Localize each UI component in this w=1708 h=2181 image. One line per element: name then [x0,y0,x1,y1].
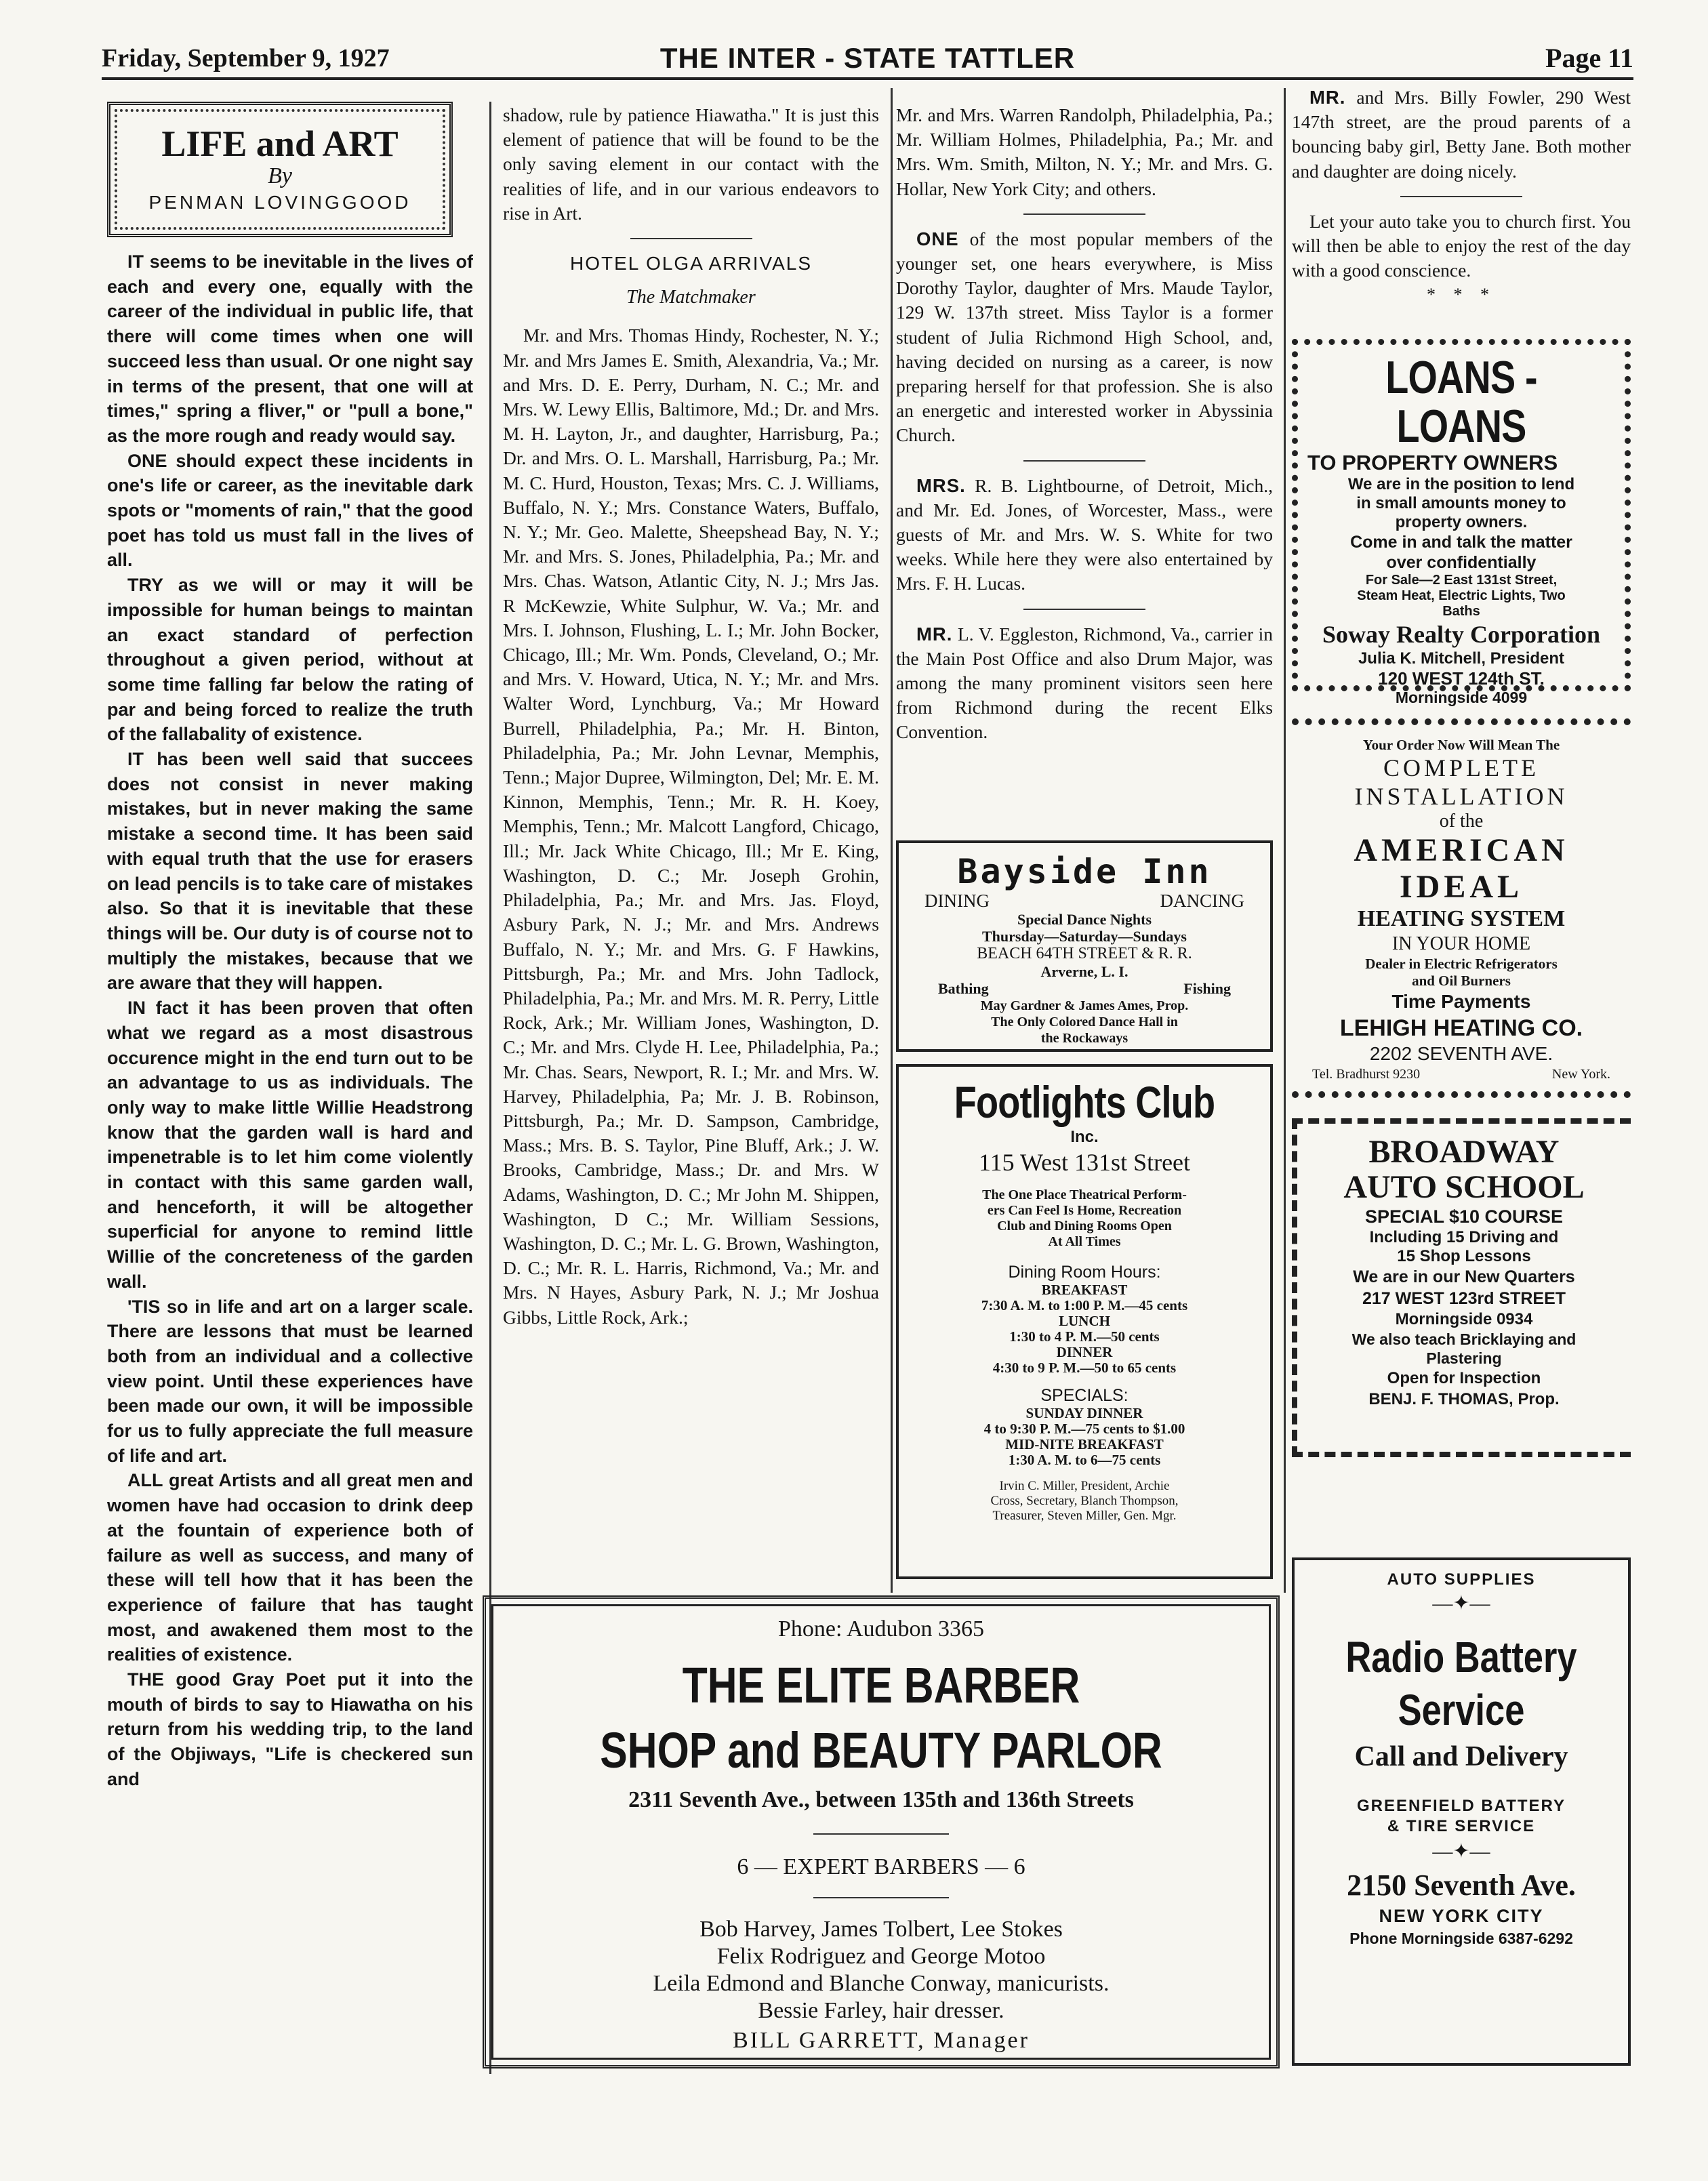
ad-text: 4 to 9:30 P. M.—75 cents to $1.00 [983,1421,1185,1437]
ad-name: Bayside Inn [957,852,1212,891]
ad-text: Time Payments [1391,991,1531,1012]
ad-name: Footlights Club [954,1077,1215,1127]
ad-text: Leila Edmond and Blanche Conway, manicurists. [653,1971,1110,1996]
social-item: Let your auto take you to church first. You will then be able to enjoy the rest of the day with a good conscience. [1292,210,1631,281]
divider [813,1897,949,1898]
column-two [503,103,879,1587]
ad-text: Morningside 4099 [1395,689,1528,706]
ad-address: 2150 Seventh Ave. [1347,1869,1576,1902]
article-paragraph: IN fact it has been proven that often what we regard as a most disastrous occurence might in the end turn out to be an advantage to us as individuals. The only way to make little Willie Headstrong know that the garden wall is hard and impenetrable is to let him come violently in contact with this same garden wall, and henceforth, it will be altogether superficial for anyone to remind little Willie of the concreteness of the garden wall. [107,998,473,1292]
page-number: Page 11 [1545,43,1633,73]
ad-text: LUNCH [1059,1313,1110,1329]
ad-text: We are in the position to lend [1347,475,1575,493]
ad-text: TO PROPERTY OWNERS [1307,451,1558,474]
divider [813,1833,949,1835]
social-item: MRS. R. B. Lightbourne, of Detroit, Mich., and Mr. Ed. Jones, of Worcester, Mass., were guests of Mr. and Mrs. W. S. White for two weeks. While here they were also entertained by Mrs. F. H. Lucas. [896,474,1273,594]
ad-text: over confidentially [1386,553,1537,572]
ad-text: Irvin C. Miller, President, Archie [999,1479,1170,1493]
ad-company: LEHIGH HEATING CO. [1339,1015,1583,1041]
ad-text: SPECIAL $10 COURSE [1364,1206,1564,1227]
ad-text: Bob Harvey, James Tolbert, Lee Stokes [699,1917,1063,1942]
ad-text: Thursday—Saturday—Sundays [981,928,1187,945]
footlights-club-ad [896,1064,1273,1579]
separator-stars: * * * [1427,285,1496,305]
divider [1400,196,1522,197]
bayside-inn-ad [896,840,1273,1052]
newspaper-title: THE INTER - STATE TATTLER [659,42,1076,74]
ad-text: 120 WEST 124th ST. [1378,668,1545,689]
ad-text: Phone Morningside 6387-6292 [1349,1930,1573,1947]
article-paragraph: IT seems to be inevitable in the lives of each and every one, equally with the career of the individual in public life, that there will come times when one will succeed less than usual. Or one night say in terms of the present, that one will at times," spring a fliver," or "pull a bone," as the more rough and ready would say. [107,251,473,446]
article-paragraph: 'TIS so in life and art on a larger scale. There are lessons that must be learned both from an individual and a collective view point. Until these experiences have been made our own, it will be impossible for us to fully appreciate the full measure of life and art. [107,1296,473,1466]
ad-headline: LOANS - LOANS [1385,352,1537,452]
ad-text: BILL GARRETT, Manager [733,2028,1030,2053]
ad-text: DINNER [1056,1344,1113,1360]
ad-text: Plastering [1426,1349,1502,1367]
ad-text: May Gardner & James Ames, Prop. [980,998,1189,1013]
ad-headline: IDEAL [1399,869,1524,905]
ad-headline: Radio Battery [1345,1633,1577,1681]
social-item: ONE of the most popular members of the younger set, one hears everywhere, is Miss Dorothy Taylor, daughter of Mrs. Maude Taylor, 129 W. 137th street. Miss Taylor is a former student of Julia Richmond High School, and, having decided on nursing as a career, is now preparing herself for that profession. She is also an energetic and interested worker in Abyssinia Church. [896,228,1273,446]
ad-text: SPECIALS: [1040,1386,1128,1405]
broadway-auto-school-ad [1292,1118,1631,1457]
ad-text: Come in and talk the matter [1350,533,1572,552]
ad-text: Baths [1442,604,1480,619]
ad-address: 115 West 131st Street [978,1149,1191,1176]
ad-text: Including 15 Driving and [1369,1228,1559,1246]
article-paragraph: ONE should expect these incidents in one's life or career, as the inevitable dark spots or "moments of rain," that the good poet has told us must fall in the lives of all. [107,450,473,571]
hotel-olga-arrivals-list: Mr. and Mrs. Thomas Hindy, Rochester, N. Y.; Mr. and Mrs James E. Smith, Alexandria, Va.; Mr. and Mrs. D. E. Perry, Durham, N. C.; Mr. and Mrs. W. Lewy Ellis, Baltimore, Md.; Dr. and Mrs. M. H. Layton, Jr., and daughter, Harrisburg, Pa.; Dr. and Mrs. O. L. Marshall, Harrisburg, Pa.; Mr. M. C. Hurd, Houston, Texas; Mrs. C. J. Williams, Buffalo, N. Y.; Mrs. Constance Waters, Buffalo, N. Y.; Mr. Geo. Malette, Sheepshead Bay, N. Y.; Mr. and Mrs. S. Jones, Philadelphia, Pa.; Mr. and Mrs. Chas. Watson, Atlantic City, N. J.; Mrs Jas. R McKewzie, White Sulphur, W. Va.; Mr. and Mrs. I. Johnson, Flushing, L. I.; Mr. John Bocker, Chicago, Ill.; Mr. Wm. Ponds, Cleveland, O.; Mr. and Mrs. V. Howard, Utica, N. Y.; Mr. and Mrs. Walter Word, Lynchburg, Va.; Mr Howard Burrell, Philadelphia, Pa.; Mr. H. Binton, Philadelphia, Pa.; Mr. John Levnar, Memphis, Tenn.; Major Dupree, Wilmington, Del; Mr. E. M. Kinnon, Memphis, Tenn.; Mr. R. H. Koey, Memphis, Tenn.; Mr. Malcott Langford, Chicago, Ill.; Mr. Jack White Chicago, Ill.; Mr E. King, Washington, D. C.; Mr. Joseph Grohin, Philadelphia, Pa.; Mr. and Mrs. Jas. Floyd, Asbury Park, N. J.; Mr. and Mrs. Andrews Buffalo, N. Y.; Mr. and Mrs. G. F Hawkins, Pittsburgh, Pa.; Mr. and Mrs. John Tadlock, Philadelphia, Pa.; Mr. and Mrs. M. R. Perry, Little Rock, Ark.; Mr. William Jones, Washington, D. C.; Mr. and Mrs. Clyde H. Lee, Philadelphia, Pa.; Mr. Chas. Sears, Newport, R. I.; Mr. and Mrs. W. Harvey, Philadelphia, Pa; Mr. J. B. Robinson, Pittsburgh, Pa.; Mr. D. Sampson, Cambridge, Mass.; Mrs. B. S. Taylor, Pine Bluff, Ark.; J. W. Brooks, Cambridge, Mass.; Dr. and Mrs. W Adams, Washington, D. C.; Mr John M. Shippen, Washington, D C.; Mr. William Sessions, Washington, D. C.; Mr. L. G. Brown, Washington, D. C.; Mr. R. L. Harris, Richmond, Va.; Mr. and Mrs. N Hayes, Asbury Park, N. J.; Mr Joshua Gibbs, Little Rock, Ark.; [503,325,879,1328]
ad-text: 1:30 to 4 P. M.—50 cents [1009,1328,1160,1345]
column-title: LIFE and ART [161,123,399,164]
ad-headline: Service [1398,1686,1525,1734]
ad-text: Steam Heat, Electric Lights, Two [1357,588,1566,603]
divider [630,238,752,239]
ad-text: HEATING SYSTEM [1357,906,1566,931]
ad-text: MID-NITE BREAKFAST [1005,1436,1164,1452]
ad-text: NEW YORK CITY [1379,1906,1544,1926]
ad-text: At All Times [1048,1234,1121,1249]
ad-text: 2202 SEVENTH AVE. [1369,1043,1553,1064]
ornament-icon: —✦— [1432,1840,1490,1862]
ad-text: AUTO SUPPLIES [1387,1570,1536,1589]
ad-headline: THE ELITE BARBER [682,1657,1080,1713]
ad-text: Club and Dining Rooms Open [997,1219,1172,1234]
masthead [102,41,1633,80]
ad-text: We are in our New Quarters [1353,1267,1575,1286]
ad-text: BENJ. F. THOMAS, Prop. [1368,1390,1560,1408]
life-and-art-continuation: shadow, rule by patience Hiawatha." It is just this element of patience that will be found to be the only saving element in our contact with the realities of life, and in our various endeavors to rise in Art. [503,104,879,224]
ad-phone: Phone: Audubon 3365 [777,1616,985,1642]
ad-text: 1:30 A. M. to 6—75 cents [1008,1452,1161,1468]
ad-text: the Rockaways [1040,1031,1128,1046]
article-paragraph: IT has been well said that succees does not consist in never making mistakes, but in never making the same mistake a second time. It has been said with equal truth that the use for erasers on lead pencils is to take care of mistakes also. So that it is inevitable that these things will be. Our duty is of course not to multiply the mistakes, because that we are aware that they will happen. [107,749,473,994]
ad-text: GREENFIELD BATTERY [1356,1797,1566,1815]
ad-text: Arverne, L. I. [1040,963,1128,980]
ad-text: 4:30 to 9 P. M.—50 to 65 cents [992,1360,1177,1376]
ad-text: COMPLETE [1383,754,1539,781]
social-item: MR. and Mrs. Billy Fowler, 290 West 147th street, are the proud parents of a bouncing baby girl, Betty Jane. Both mother and daughter are doing nicely. [1292,87,1631,182]
ad-text: The Only Colored Dance Hall in [991,1015,1178,1030]
radio-battery-ad [1292,1557,1631,2066]
divider [1023,609,1145,610]
ad-text: Dining Room Hours: [1008,1263,1161,1282]
ad-text: For Sale—2 East 131st Street, [1365,573,1558,588]
ad-text: property owners. [1395,513,1528,531]
ad-text: Bathing Fishing [938,980,1231,997]
ad-text: Cross, Secretary, Blanch Thompson, [990,1494,1179,1508]
ad-services: DINING DANCING [924,891,1244,911]
ad-headline: BROADWAY [1368,1134,1560,1170]
ad-text: and Oil Burners [1412,973,1511,989]
ad-text: Your Order Now Will Mean The [1362,737,1560,753]
ad-text: Open for Inspection [1387,1369,1541,1387]
ad-headline: SHOP and BEAUTY PARLOR [600,1722,1162,1778]
ad-text: We also teach Bricklaying and [1351,1330,1577,1348]
article-paragraph: THE good Gray Poet put it into the mouth of birds to say to Hiawatha on his return from his wedding trip, to the land of the Objiways, "Life is checkered sun and [107,1669,473,1789]
ad-text: 15 Shop Lessons [1397,1247,1531,1265]
byline-by: By [268,163,292,188]
column-three [896,103,1273,835]
ad-text: 217 WEST 123rd STREET [1362,1289,1566,1308]
article-paragraph: TRY as we will or may it will be impossible for human beings to maintan an exact standard of perfection throughout a given period, without at some time falling far below the rating of par and being forced to realize the truth of the fallabality of existence. [107,575,473,745]
ad-text: Call and Delivery [1354,1741,1568,1772]
ad-text: 7:30 A. M. to 1:00 P. M.—45 cents [981,1297,1188,1313]
divider [1023,460,1145,462]
column-rule [891,88,893,1593]
elite-barber-ad [483,1595,1280,2068]
ad-headline: AUTO SCHOOL [1343,1169,1585,1205]
heating-ad [1292,718,1631,1098]
life-and-art-header [107,102,453,237]
column-four [1292,85,1631,336]
hotel-olga-heading: HOTEL OLGA ARRIVALS [569,253,812,274]
ad-text: Tel. Bradhurst 9230 New York. [1312,1067,1610,1082]
ad-text: of the [1439,811,1484,832]
hotel-olga-byline: The Matchmaker [626,287,756,308]
column-rule [1284,88,1286,1593]
loans-ad [1292,339,1631,706]
ad-text: Felix Rodriguez and George Motoo [716,1944,1046,1969]
ad-text: INSTALLATION [1354,783,1568,810]
ad-text: IN YOUR HOME [1391,933,1531,954]
life-and-art-body [107,249,473,2113]
ad-text: & TIRE SERVICE [1387,1817,1536,1835]
ad-text: BEACH 64TH STREET & R. R. [977,945,1192,962]
ad-text: The One Place Theatrical Perform- [982,1187,1187,1202]
ad-company: Soway Realty Corporation [1322,621,1600,648]
ad-text: SUNDAY DINNER [1025,1405,1143,1421]
ad-text: Special Dance Nights [1017,911,1152,928]
ad-text: Julia K. Mitchell, President [1358,649,1565,668]
ad-text: Inc. [1070,1128,1099,1146]
ad-text: Morningside 0934 [1395,1310,1533,1328]
ad-text: Dealer in Electric Refrigerators [1365,956,1558,972]
article-paragraph: ALL great Artists and all great men and women have had occasion to drink deep at the fountain of experience both of failure as well as success, and many of these will tell how that it has been the experience of failure that has taught most, and awakened them most to the realities of existence. [107,1470,473,1665]
social-item: MR. L. V. Eggleston, Richmond, Va., carrier in the Main Post Office and also Drum Major, was among the many prominent visitors seen here from Richmond during the recent Elks Convention. [896,623,1273,743]
ad-text: 6 — EXPERT BARBERS — 6 [737,1854,1025,1879]
issue-date: Friday, September 9, 1927 [102,44,390,73]
ornament-icon: —✦— [1432,1592,1490,1614]
column-author: PENMAN LOVINGGOOD [148,192,411,213]
hotel-olga-continuation: Mr. and Mrs. Warren Randolph, Philadelphia, Pa.; Mr. William Holmes, Philadelphia, Pa.; Mr. and Mrs. Wm. Smith, Milton, N. Y.; Mr. and Mrs. G. Hollar, New York City; and others. [896,104,1273,199]
ad-text: Treasurer, Steven Miller, Gen. Mgr. [992,1509,1177,1523]
ad-address: 2311 Seventh Ave., between 135th and 136th Streets [628,1787,1134,1812]
ad-text: Bessie Farley, hair dresser. [758,1998,1004,2023]
ad-text: BREAKFAST [1041,1282,1128,1298]
ad-text: in small amounts money to [1356,494,1566,512]
ad-text: ers Can Feel Is Home, Recreation [987,1203,1182,1218]
ad-headline: AMERICAN [1354,832,1569,868]
divider [1023,213,1145,215]
